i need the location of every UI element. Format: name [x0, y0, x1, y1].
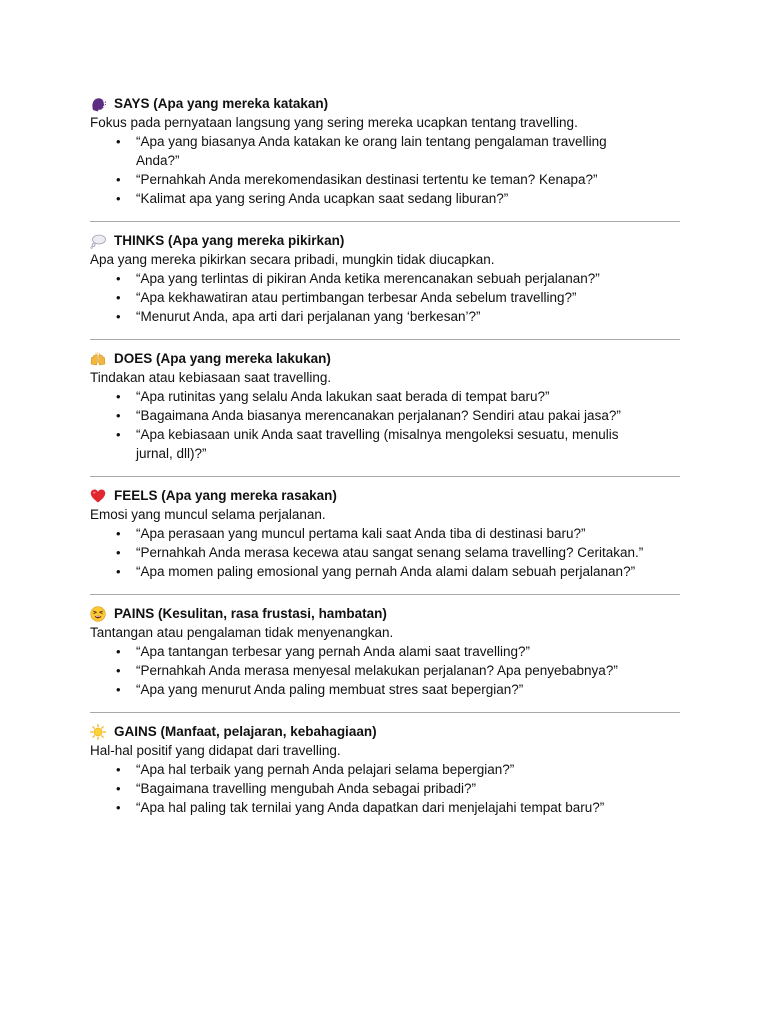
- question-list: [90, 387, 680, 463]
- document-body: [90, 94, 680, 817]
- section-says: [90, 94, 680, 208]
- list-item: [90, 307, 646, 326]
- section-divider: [90, 339, 680, 340]
- list-item: [90, 562, 646, 581]
- bullet: •: [116, 800, 121, 815]
- list-item-text: “Apa yang terlintas di pikiran Anda ketika merencanakan sebuah perjalanan?”: [136, 271, 600, 286]
- bullet: •: [116, 408, 121, 423]
- section-does: [90, 349, 680, 463]
- list-item: [90, 680, 646, 699]
- list-item: [90, 288, 646, 307]
- section-heading-text: FEELS (Apa yang mereka rasakan): [114, 488, 337, 503]
- list-item-text: “Pernahkah Anda merekomendasikan destinasi tertentu ke teman? Kenapa?”: [136, 172, 598, 187]
- bullet: •: [116, 545, 121, 560]
- bullet: •: [116, 644, 121, 659]
- list-item-text: “Apa yang biasanya Anda katakan ke orang lain tentang pengalaman travelling Anda?”: [136, 134, 607, 168]
- list-item: [90, 642, 646, 661]
- list-item: [90, 269, 646, 288]
- list-item-text: “Apa yang menurut Anda paling membuat stres saat bepergian?”: [136, 682, 524, 697]
- section-heading-text: SAYS (Apa yang mereka katakan): [114, 96, 329, 111]
- list-item: [90, 760, 646, 779]
- thought-balloon-icon: [90, 233, 106, 249]
- bullet: •: [116, 172, 121, 187]
- list-item-text: “Pernahkah Anda merasa kecewa atau sangat senang selama travelling? Ceritakan.”: [136, 545, 644, 560]
- section-heading: [90, 722, 680, 741]
- list-item: [90, 170, 646, 189]
- section-feels: [90, 486, 680, 581]
- section-pains: [90, 604, 680, 699]
- list-item-text: “Kalimat apa yang sering Anda ucapkan saat sedang liburan?”: [136, 191, 509, 206]
- list-item: [90, 425, 646, 463]
- list-item-text: “Apa kekhawatiran atau pertimbangan terbesar Anda sebelum travelling?”: [136, 290, 577, 305]
- list-item: [90, 387, 646, 406]
- section-heading-text: GAINS (Manfaat, pelajaran, kebahagiaan): [114, 724, 377, 739]
- section-heading-text: PAINS (Kesulitan, rasa frustasi, hambatan): [114, 606, 387, 621]
- question-list: [90, 269, 680, 326]
- list-item-text: “Bagaimana Anda biasanya merencanakan perjalanan? Sendiri atau pakai jasa?”: [136, 408, 621, 423]
- list-item: [90, 543, 646, 562]
- bullet: •: [116, 663, 121, 678]
- list-item-text: “Apa hal paling tak ternilai yang Anda dapatkan dari menjelajahi tempat baru?”: [136, 800, 605, 815]
- bullet: •: [116, 427, 121, 442]
- bullet: •: [116, 134, 121, 149]
- question-list: [90, 642, 680, 699]
- section-divider: [90, 476, 680, 477]
- section-intro: Fokus pada pernyataan langsung yang sering mereka ucapkan tentang travelling.: [90, 115, 578, 130]
- sun-icon: [90, 724, 106, 740]
- red-heart-icon: [90, 488, 106, 504]
- list-item: [90, 661, 646, 680]
- section-intro: Tantangan atau pengalaman tidak menyenangkan.: [90, 625, 394, 640]
- list-item: [90, 406, 646, 425]
- bullet: •: [116, 271, 121, 286]
- section-intro: Apa yang mereka pikirkan secara pribadi, mungkin tidak diucapkan.: [90, 252, 495, 267]
- section-heading: [90, 349, 680, 368]
- bullet: •: [116, 290, 121, 305]
- section-heading-text: DOES (Apa yang mereka lakukan): [114, 351, 331, 366]
- bullet: •: [116, 781, 121, 796]
- list-item-text: “Apa tantangan terbesar yang pernah Anda alami saat travelling?”: [136, 644, 531, 659]
- list-item: [90, 779, 646, 798]
- section-heading: [90, 231, 680, 250]
- section-heading: [90, 486, 680, 505]
- section-thinks: [90, 231, 680, 326]
- bullet: •: [116, 389, 121, 404]
- speaking-head-icon: [90, 96, 106, 112]
- list-item-text: “Menurut Anda, apa arti dari perjalanan yang ‘berkesan’?”: [136, 309, 481, 324]
- list-item-text: “Pernahkah Anda merasa menyesal melakukan perjalanan? Apa penyebabnya?”: [136, 663, 618, 678]
- list-item-text: “Apa hal terbaik yang pernah Anda pelajari selama bepergian?”: [136, 762, 515, 777]
- section-divider: [90, 712, 680, 713]
- section-intro: Emosi yang muncul selama perjalanan.: [90, 507, 326, 522]
- list-item-text: “Apa perasaan yang muncul pertama kali saat Anda tiba di destinasi baru?”: [136, 526, 586, 541]
- list-item: [90, 798, 646, 817]
- list-item-text: “Bagaimana travelling mengubah Anda sebagai pribadi?”: [136, 781, 476, 796]
- question-list: [90, 132, 680, 208]
- list-item-text: “Apa kebiasaan unik Anda saat travelling (misalnya mengoleksi sesuatu, menulis jurnal, dll)?”: [136, 427, 619, 461]
- section-heading-text: THINKS (Apa yang mereka pikirkan): [114, 233, 345, 248]
- bullet: •: [116, 682, 121, 697]
- bullet: •: [116, 526, 121, 541]
- section-heading: [90, 94, 680, 113]
- tired-face-icon: [90, 606, 106, 622]
- section-divider: [90, 221, 680, 222]
- raised-hands-icon: [90, 351, 106, 367]
- section-intro: Tindakan atau kebiasaan saat travelling.: [90, 370, 332, 385]
- question-list: [90, 524, 680, 581]
- list-item: [90, 524, 646, 543]
- bullet: •: [116, 762, 121, 777]
- question-list: [90, 760, 680, 817]
- section-heading: [90, 604, 680, 623]
- bullet: •: [116, 564, 121, 579]
- list-item: [90, 132, 646, 170]
- list-item-text: “Apa rutinitas yang selalu Anda lakukan saat berada di tempat baru?”: [136, 389, 550, 404]
- section-gains: [90, 722, 680, 817]
- bullet: •: [116, 191, 121, 206]
- section-divider: [90, 594, 680, 595]
- bullet: •: [116, 309, 121, 324]
- list-item-text: “Apa momen paling emosional yang pernah Anda alami dalam sebuah perjalanan?”: [136, 564, 636, 579]
- section-intro: Hal-hal positif yang didapat dari travelling.: [90, 743, 341, 758]
- list-item: [90, 189, 646, 208]
